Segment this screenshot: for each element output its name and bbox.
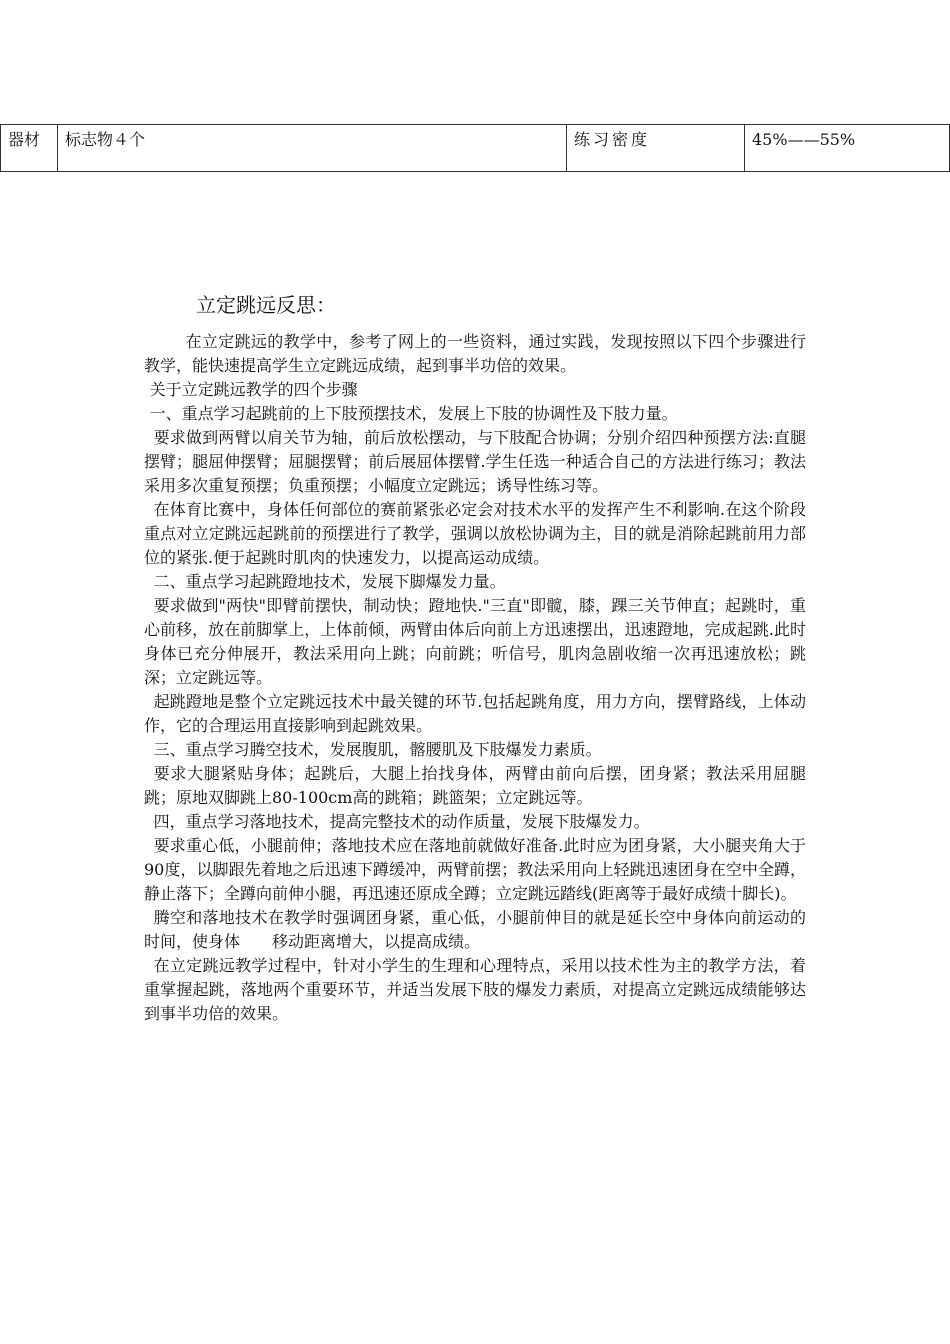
paragraph-step-1-analysis: 在体育比赛中，身体任何部位的赛前紧张必定会对技术水平的发挥产生不利影响.在这个阶段重点对立定跳远起跳前的预摆进行了教学，强调以放松协调为主，目的就是消除起跳前用力部位的紧张.便于起跳时肌肉的快速发力，以提高运动成绩。 [144, 500, 806, 567]
paragraph-step-3-requirements: 要求大腿紧贴身体；起跳后，大腿上抬找身体，两臂由前向后摆，团身紧；教法采用屈腿跳；原地双脚跳上80-100cm高的跳箱；跳篮架；立定跳远等。 [144, 764, 806, 807]
paragraph-step-4-requirements: 要求重心低，小腿前伸；落地技术应在落地前就做好准备.此时应为团身紧，大小腿夹角大于90度，以脚跟先着地之后迅速下蹲缓冲，两臂前摆；教法采用向上轻跳迅速团身在空中全蹲，静止落下；全蹲向前伸小腿，再迅速还原成全蹲；立定跳远踏线(距离等于最好成绩十脚长)。 [144, 836, 806, 903]
equipment-label-cell: 器材 [1, 125, 58, 172]
reflection-title: 立定跳远反思： [196, 293, 336, 317]
table-row [1, 125, 950, 172]
paragraph-step-1-requirements: 要求做到两臂以肩关节为轴，前后放松摆动，与下肢配合协调；分别介绍四种预摆方法:直腿摆臂；腿屈伸摆臂；屈腿摆臂；前后展屈体摆臂.学生任选一种适合自己的方法进行练习；教法采用多次重复预摆；负重预摆；小幅度立定跳远；诱导性练习等。 [144, 428, 806, 495]
reflection-body [144, 330, 806, 1026]
paragraph-intro: 在立定跳远的教学中，参考了网上的一些资料，通过实践，发现按照以下四个步骤进行教学，能快速提高学生立定跳远成绩，起到事半功倍的效果。 [144, 332, 806, 375]
paragraph-step-2-heading: 二、重点学习起跳蹬地技术，发展下脚爆发力量。 [153, 572, 506, 591]
density-label-cell: 练习密度 [567, 125, 745, 172]
paragraph-step-4-analysis: 腾空和落地技术在教学时强调团身紧，重心低，小腿前伸目的就是延长空中身体向前运动的时间，使身体 移动距离增大，以提高成绩。 [144, 908, 806, 951]
paragraph-step-1-heading: 一、重点学习起跳前的上下肢预摆技术，发展上下肢的协调性及下肢力量。 [149, 404, 678, 423]
paragraph-steps-heading: 关于立定跳远教学的四个步骤 [149, 380, 358, 399]
paragraph-conclusion: 在立定跳远教学过程中，针对小学生的生理和心理特点，采用以技术性为主的教学方法，着重掌握起跳，落地两个重要环节，并适当发展下肢的爆发力素质，对提高立定跳远成绩能够达到事半功倍的效果。 [144, 956, 806, 1023]
paragraph-step-3-heading: 三、重点学习腾空技术，发展腹肌，髂腰肌及下肢爆发力素质。 [153, 740, 602, 759]
paragraph-step-2-requirements: 要求做到"两快"即臂前摆快，制动快；蹬地快."三直"即髋，膝，踝三关节伸直；起跳时，重心前移，放在前脚掌上，上体前倾，两臂由体后向前上方迅速摆出，迅速蹬地，完成起跳.此时身体已充分伸展开，教法采用向上跳；向前跳；听信号，肌肉急剧收缩一次再迅速放松；跳深；立定跳远等。 [144, 596, 806, 687]
equipment-value-cell: 标志物４个 [58, 125, 567, 172]
density-value-cell: 45%——55% [745, 125, 950, 172]
lesson-info-table [0, 124, 950, 172]
paragraph-step-4-heading: 四，重点学习落地技术，提高完整技术的动作质量，发展下肢爆发力。 [153, 812, 650, 831]
paragraph-step-2-analysis: 起跳蹬地是整个立定跳远技术中最关键的环节.包括起跳角度，用力方向，摆臂路线，上体动作，它的合理运用直接影响到起跳效果。 [144, 692, 806, 735]
